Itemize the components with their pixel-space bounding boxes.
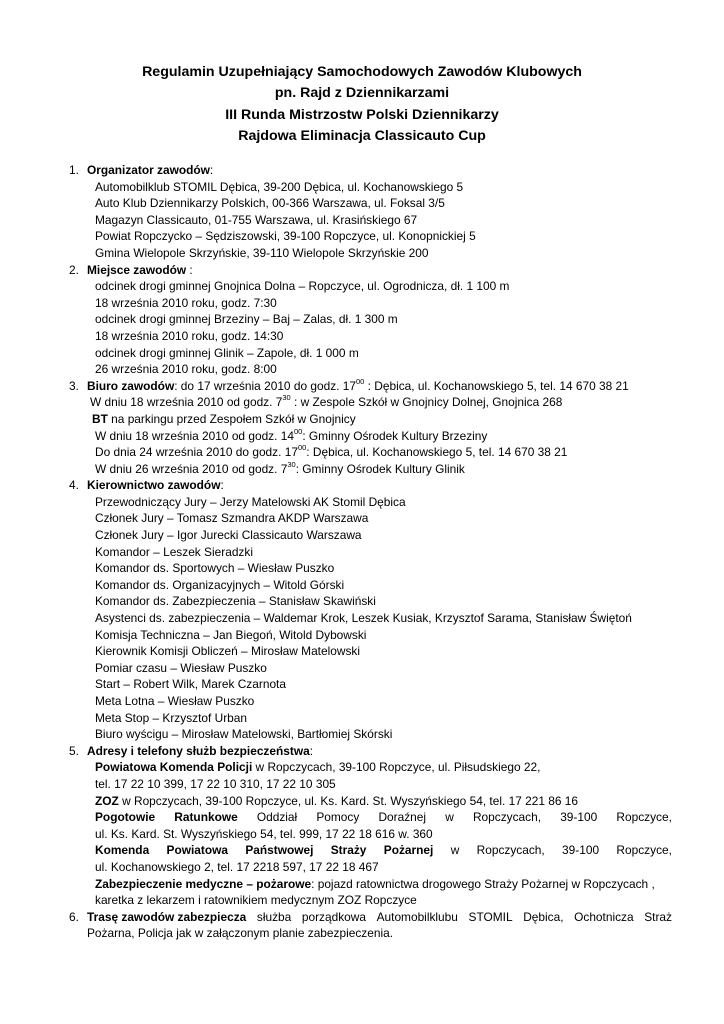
list-item: Meta Lotna – Wiesław Puszko bbox=[95, 694, 255, 708]
list-item: Asystenci ds. zabezpieczenia – Waldemar Krok, Leszek Kusiak, Krzysztof Sarama, Stanisław Świętoń bbox=[95, 611, 632, 626]
section-number: 6. bbox=[69, 909, 79, 924]
title-line-2: pn. Rajd z Dziennikarzami bbox=[274, 85, 450, 102]
zoz-line: ZOZ w Ropczycach, 39-100 Ropczyce, ul. Ks. Kard. St. Wyszyńskiego 54, tel. 17 221 86 16 bbox=[95, 793, 579, 808]
section-6-heading: 6. Trasę zawodów zabezpiecza służba porządkowa Automobilklubu STOMIL Dębica, Ochotnicza Straż bbox=[69, 909, 672, 924]
ambulance-address-line: ul. Ks. Kard. St. Wyszyńskiego 54, tel. 999, 17 22 18 616 w. 360 bbox=[95, 826, 433, 841]
list-item: BT na parkingu przed Zespołem Szkół w Gnojnicy bbox=[92, 411, 356, 426]
list-item: Przewodniczący Jury – Jerzy Matelowski AK Stomil Dębica bbox=[95, 494, 406, 509]
list-item: Członek Jury – Igor Jurecki Classicauto Warszawa bbox=[95, 528, 362, 543]
document-title bbox=[0, 62, 724, 148]
section-2-heading bbox=[0, 262, 724, 279]
list-item: Komisja Techniczna – Jan Biegoń, Witold Dybowski bbox=[95, 627, 367, 642]
colon: : bbox=[186, 262, 193, 277]
section-title: Biuro zawodów bbox=[87, 378, 175, 393]
list-item: W dniu 26 września 2010 od godz. $7^{30}$: Gminny Ośrodek Kultury Glinik bbox=[95, 459, 465, 476]
section-title: Organizator zawodów bbox=[87, 163, 210, 177]
list-item: 18 września 2010 roku, godz. 7:30 bbox=[95, 295, 277, 310]
list-item: Automobilklub STOMIL Dębica, 39-200 Dębica, ul. Kochanowskiego 5 bbox=[95, 179, 464, 194]
section-title: Miejsce zawodów bbox=[87, 262, 187, 277]
title-line-4: Rajdowa Eliminacja Classicauto Cup bbox=[238, 128, 486, 145]
section-5-heading bbox=[0, 743, 724, 760]
fire-dept-address-line: ul. Kochanowskiego 2, tel. 17 2218 597, 17 22 18 467 bbox=[95, 859, 379, 874]
medical-line: Zabezpieczenie medyczne – pożarowe: pojazd ratownictwa drogowego Straży Pożarnej w Ropczycach , bbox=[95, 876, 655, 891]
fire-dept-line: Komenda Powiatowa Państwowej Straży Pożarnej w Ropczycach, 39-100 Ropczyce, bbox=[95, 843, 672, 858]
title-line-1: Regulamin Uzupełniający Samochodowych Zawodów Klubowych bbox=[142, 64, 582, 80]
list-item: Komandor ds. Sportowych – Wiesław Puszko bbox=[95, 561, 335, 576]
list-item: Gmina Wielopole Skrzyńskie, 39-110 Wielopole Skrzyńskie 200 bbox=[95, 245, 429, 260]
colon: : bbox=[220, 478, 224, 493]
bt-label: BT bbox=[92, 411, 108, 426]
section-number: 4. bbox=[69, 478, 79, 493]
list-item: Powiat Ropczycko – Sędziszowski, 39-100 Ropczyce, ul. Konopnickiej 5 bbox=[95, 229, 476, 244]
police-phone-line: tel. 17 22 10 399, 17 22 10 310, 17 22 10 305 bbox=[95, 776, 336, 791]
colon: : bbox=[309, 743, 313, 758]
list-item: Auto Klub Dziennikarzy Polskich, 00-366 Warszawa, ul. Foksal 3/5 bbox=[95, 196, 445, 211]
list-item: Biuro wyścigu – Mirosław Matelowski, Bartłomiej Skórski bbox=[95, 727, 393, 742]
list-item: Komandor ds. Zabezpieczenia – Stanisław Skawiński bbox=[95, 594, 376, 609]
list-item: Komandor ds. Organizacyjnych – Witold Górski bbox=[95, 577, 345, 592]
section-3-heading: 3. Biuro zawodów: do 17 września 2010 do godz. $17^{00}$ : Dębica, ul. Kochanowskiego 5, tel. 14 670 38 21 bbox=[69, 376, 629, 393]
list-item: Pomiar czasu – Wiesław Puszko bbox=[95, 660, 267, 675]
ambulance-line: Pogotowie Ratunkowe Oddział Pomocy Doraźnej w Ropczycach, 39-100 Ropczyce, bbox=[95, 810, 672, 825]
list-item: 26 września 2010 roku, godz. 8:00 bbox=[95, 362, 277, 377]
list-item: 18 września 2010 roku, godz. 14:30 bbox=[95, 328, 284, 343]
section-title: Adresy i telefony służb bezpieczeństwa bbox=[87, 743, 310, 758]
section-6-line-2: Pożarna, Policja jak w załączonym planie zabezpieczenia. bbox=[87, 926, 394, 941]
list-item: W dniu 18 września 2010 od godz. $7^{30}$ : w Zespole Szkół w Gnojnicy Dolnej, Gnojnica 268 bbox=[90, 393, 563, 410]
police-line: Powiatowa Komenda Policji w Ropczycach, 39-100 Ropczyce, ul. Piłsudskiego 22, bbox=[95, 760, 541, 775]
section-number: 5. bbox=[69, 743, 79, 758]
list-item: Start – Robert Wilk, Marek Czarnota bbox=[95, 677, 286, 692]
list-item: Magazyn Classicauto, 01-755 Warszawa, ul. Krasińskiego 67 bbox=[95, 212, 418, 227]
list-item: Meta Stop – Krzysztof Urban bbox=[95, 710, 248, 725]
list-item: Do dnia 24 września 2010 do godz. $17^{00}$: Dębica, ul. Kochanowskiego 5, tel. 14 670 38 21 bbox=[95, 443, 568, 460]
medical-line-2: karetka z lekarzem i ratownikiem medycznym ZOZ Ropczyce bbox=[95, 893, 417, 908]
list-item: Członek Jury – Tomasz Szmandra AKDP Warszawa bbox=[95, 511, 369, 526]
document-body bbox=[0, 162, 724, 942]
section-1-heading bbox=[0, 162, 724, 179]
list-item: W dniu 18 września 2010 od godz. $14^{00}$: Gminny Ośrodek Kultury Brzeziny bbox=[95, 426, 488, 443]
section-4-heading bbox=[0, 477, 724, 494]
title-line-3: III Runda Mistrzostw Polski Dziennikarzy bbox=[225, 106, 499, 123]
list-item: Kierownik Komisji Obliczeń – Mirosław Matelowski bbox=[95, 644, 360, 659]
section-title: Kierownictwo zawodów bbox=[87, 478, 221, 493]
list-item: Komandor – Leszek Sieradzki bbox=[95, 544, 253, 559]
list-item: odcinek drogi gminnej Brzeziny – Baj – Zalas, dł. 1 300 m bbox=[95, 312, 398, 327]
section-number: 1. bbox=[69, 163, 79, 177]
colon: : bbox=[209, 163, 214, 177]
section-number: 3. bbox=[69, 378, 79, 393]
section-number: 2. bbox=[69, 262, 79, 277]
list-item: odcinek drogi gminnej Glinik – Zapole, dł. 1 000 m bbox=[95, 345, 359, 360]
list-item: odcinek drogi gminnej Gnojnica Dolna – Ropczyce, ul. Ogrodnicza, dł. 1 100 m bbox=[95, 279, 510, 294]
